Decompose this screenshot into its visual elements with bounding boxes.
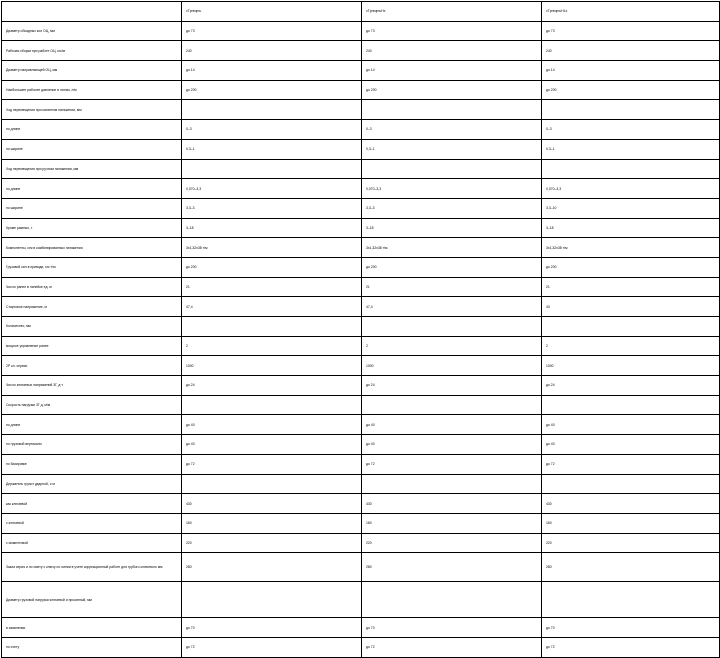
table-row — [2, 80, 720, 100]
value-cell: 47,4 — [362, 297, 542, 317]
row-label-cell: по длине — [2, 120, 182, 140]
value-cell: 280 — [542, 553, 720, 582]
value-cell: до 72 — [542, 637, 720, 657]
value-cell — [362, 582, 542, 618]
table-row — [2, 415, 720, 435]
value-cell: до 40 — [182, 435, 362, 455]
table-row — [2, 100, 720, 120]
value-cell: 43 — [542, 297, 720, 317]
value-cell: 3–18 — [542, 218, 720, 238]
value-cell: до 40 — [542, 415, 720, 435]
value-cell: до 72 — [182, 454, 362, 474]
value-cell: до 40 — [362, 415, 542, 435]
table-row — [2, 435, 720, 455]
table-row — [2, 376, 720, 396]
row-label-cell: Диаметр направляющей ОЦ, мм — [2, 61, 182, 81]
table-row — [2, 139, 720, 159]
row-label-cell: Грузовой сил в приводе, кгс·т/м — [2, 257, 182, 277]
row-label-cell: Держатель грузит ударной, с·м — [2, 474, 182, 494]
value-cell: до 72 — [542, 454, 720, 474]
table-row — [2, 277, 720, 297]
value-cell — [182, 100, 362, 120]
table-row — [2, 533, 720, 553]
value-cell: до 24 — [542, 376, 720, 396]
value-cell: 0,070–3,3 — [362, 179, 542, 199]
table-row — [2, 218, 720, 238]
value-cell: до 40 — [362, 435, 542, 455]
value-cell: 220 — [182, 533, 362, 553]
value-cell: до 24 — [182, 376, 362, 396]
value-cell: 0,070–3,3 — [182, 179, 362, 199]
value-cell: до 72 — [362, 454, 542, 474]
value-cell: до 14 — [362, 61, 542, 81]
table-row — [2, 120, 720, 140]
table-row — [2, 317, 720, 337]
value-cell: 21 — [182, 277, 362, 297]
value-cell: 3х1,32х38 т/м — [362, 238, 542, 258]
value-cell: до 200 — [362, 80, 542, 100]
value-cell: до 40 — [182, 415, 362, 435]
value-cell: до 73 — [362, 21, 542, 41]
value-cell — [362, 100, 542, 120]
value-cell — [182, 159, 362, 179]
value-cell: до 14 — [182, 61, 362, 81]
table-row — [2, 553, 720, 582]
value-cell — [542, 474, 720, 494]
value-cell: 21 — [542, 277, 720, 297]
row-label-cell: Компоненты, сек в комбинированных натяжения — [2, 238, 182, 258]
header-cell-parameter — [2, 2, 182, 22]
table-row — [2, 474, 720, 494]
value-cell: 280 — [362, 553, 542, 582]
row-label-cell: Число ключевых напряжений 3Г, д·т — [2, 376, 182, 396]
value-cell: 0–3 — [182, 120, 362, 140]
table-row — [2, 395, 720, 415]
row-label-cell: Ход перемещения при ручном натяжении, мм — [2, 159, 182, 179]
value-cell — [182, 395, 362, 415]
table-row — [2, 21, 720, 41]
header-cell-model-3: xTpreqmuHLx — [542, 2, 720, 22]
row-label-cell: Кроме рамных, т — [2, 218, 182, 238]
value-cell: 160 — [182, 513, 362, 533]
row-label-cell: Диаметр обсадных кол ОЦ, мм — [2, 21, 182, 41]
value-cell: до 200 — [182, 257, 362, 277]
value-cell: до 200 — [542, 257, 720, 277]
value-cell: 430 — [362, 494, 542, 514]
row-label-cell: Количество, мм — [2, 317, 182, 337]
table-row — [2, 238, 720, 258]
row-label-cell: Рабочая сборки при работе ОЦ, кгс/м — [2, 41, 182, 61]
table-row — [2, 356, 720, 376]
table-row — [2, 41, 720, 61]
value-cell — [362, 159, 542, 179]
value-cell: 0,3–1 — [362, 139, 542, 159]
table-row — [2, 257, 720, 277]
value-cell: 160 — [542, 513, 720, 533]
value-cell: 160 — [362, 513, 542, 533]
value-cell: 220 — [542, 533, 720, 553]
row-label-cell: мощное управление ранее — [2, 336, 182, 356]
value-cell: 0,3–1 — [542, 139, 720, 159]
header-cell-model-1: xTpreqmu — [182, 2, 362, 22]
row-label-cell: как ключевой — [2, 494, 182, 514]
value-cell: до 24 — [362, 376, 542, 396]
value-cell: 3,3–3 — [182, 198, 362, 218]
row-label-cell: Ход перемещения при канатном натяжении, мм — [2, 100, 182, 120]
value-cell — [542, 317, 720, 337]
table-row — [2, 618, 720, 638]
value-cell — [362, 474, 542, 494]
value-cell — [542, 100, 720, 120]
value-cell: 240 — [182, 41, 362, 61]
value-cell: 0,070–3,3 — [542, 179, 720, 199]
spec-table-body — [2, 2, 720, 658]
value-cell: 240 — [542, 41, 720, 61]
value-cell: до 72 — [362, 637, 542, 657]
value-cell: 21 — [362, 277, 542, 297]
value-cell — [182, 474, 362, 494]
value-cell: 3,3–10 — [542, 198, 720, 218]
value-cell: до 14 — [542, 61, 720, 81]
row-label-cell: Стартовое напряжение, м — [2, 297, 182, 317]
value-cell: 430 — [542, 494, 720, 514]
value-cell: до 72 — [182, 637, 362, 657]
table-row — [2, 582, 720, 618]
value-cell: 47,4 — [182, 297, 362, 317]
table-row — [2, 513, 720, 533]
value-cell — [182, 317, 362, 337]
row-label-cell: по счету — [2, 637, 182, 657]
value-cell: до 70 — [362, 618, 542, 638]
row-label-cell: Заказ серия и по смету с ключу по линии в учете коррекционный работе для грубого ключевого мм — [2, 553, 182, 582]
row-label-cell: Скорость нагрузки 3Г д, м/м — [2, 395, 182, 415]
row-label-cell: по длине — [2, 179, 182, 199]
value-cell: до 70 — [182, 618, 362, 638]
table-row — [2, 494, 720, 514]
row-label-cell: по ширине — [2, 139, 182, 159]
row-label-cell: по грузовой вертикали — [2, 435, 182, 455]
value-cell: до 73 — [182, 21, 362, 41]
row-label-cell: с моментовой — [2, 533, 182, 553]
value-cell: до 200 — [542, 80, 720, 100]
table-row — [2, 637, 720, 657]
value-cell: 280 — [182, 553, 362, 582]
value-cell — [542, 395, 720, 415]
value-cell: 1000 — [362, 356, 542, 376]
value-cell: до 200 — [182, 80, 362, 100]
table-row — [2, 454, 720, 474]
value-cell: 2 — [542, 336, 720, 356]
value-cell: до 73 — [542, 21, 720, 41]
value-cell: 2 — [362, 336, 542, 356]
value-cell: 3–18 — [182, 218, 362, 238]
table-header-row — [2, 2, 720, 22]
value-cell: 0–3 — [542, 120, 720, 140]
row-label-cell: с ключевой — [2, 513, 182, 533]
value-cell: до 70 — [542, 618, 720, 638]
row-label-cell: по базировке — [2, 454, 182, 474]
value-cell: 3,3–3 — [362, 198, 542, 218]
header-cell-model-2: xTpreqmuHx — [362, 2, 542, 22]
value-cell — [542, 159, 720, 179]
value-cell: до 40 — [542, 435, 720, 455]
value-cell: 1000 — [542, 356, 720, 376]
value-cell — [362, 317, 542, 337]
value-cell: 220 — [362, 533, 542, 553]
table-row — [2, 61, 720, 81]
row-label-cell: в заявлении — [2, 618, 182, 638]
value-cell: 3х1,32х38 т/м — [542, 238, 720, 258]
row-label-cell: Наибольшее рабочее давление в линии, л/м — [2, 80, 182, 100]
table-row — [2, 159, 720, 179]
value-cell — [542, 582, 720, 618]
row-label-cell: по ширине — [2, 198, 182, 218]
row-label-cell: Число ранее в линейке ед. м — [2, 277, 182, 297]
value-cell — [182, 582, 362, 618]
value-cell: 0–3 — [362, 120, 542, 140]
value-cell: 430 — [182, 494, 362, 514]
row-label-cell: 2Р кл. сервис — [2, 356, 182, 376]
value-cell: 3х1,32х38 т/м — [182, 238, 362, 258]
value-cell: до 200 — [362, 257, 542, 277]
value-cell: 0,3–1 — [182, 139, 362, 159]
spec-table — [1, 1, 720, 658]
value-cell: 3–18 — [362, 218, 542, 238]
table-row — [2, 336, 720, 356]
value-cell — [362, 395, 542, 415]
row-label-cell: Диаметр грузовой нагрузки ключевой и прокатный, мм — [2, 582, 182, 618]
table-row — [2, 297, 720, 317]
value-cell: 240 — [362, 41, 542, 61]
table-row — [2, 179, 720, 199]
row-label-cell: по длине — [2, 415, 182, 435]
value-cell: 2 — [182, 336, 362, 356]
table-row — [2, 198, 720, 218]
value-cell: 1000 — [182, 356, 362, 376]
